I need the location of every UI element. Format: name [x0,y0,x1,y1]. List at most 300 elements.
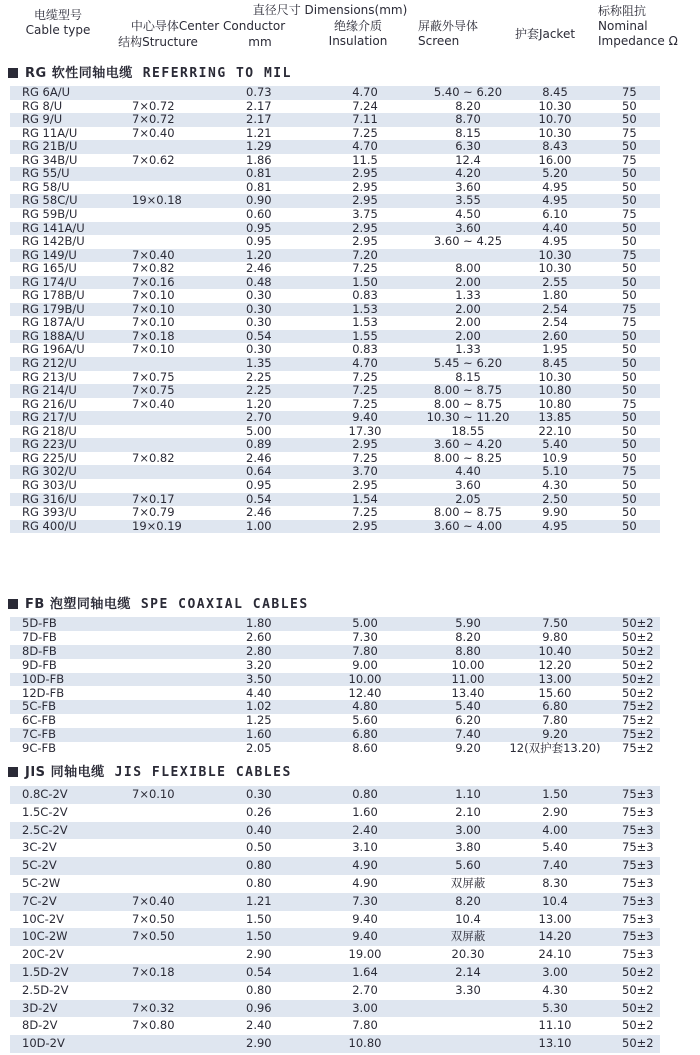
cell-insulation: 10.80 [348,1036,382,1051]
table-row [10,982,660,1000]
cell-impedance: 50 [622,220,637,235]
cell-impedance: 75±3 [622,876,654,890]
cell-conductor-mm: 1.20 [246,247,272,262]
cell-conductor-mm: 0.81 [246,179,272,194]
cell-structure: 7×0.80 [132,1018,175,1033]
table-row [10,289,660,303]
table-row [10,964,660,982]
cell-screen: 1.33 [455,288,481,303]
cell-insulation: 2.70 [352,982,378,997]
cell-impedance: 50±2 [622,643,654,658]
cell-conductor-mm: 2.46 [246,450,272,465]
table-row [10,140,660,154]
table-row [10,645,660,659]
cell-cable-type: RG 179B/U [22,301,85,316]
table-row [10,316,660,330]
cell-screen: 8.00 ~ 8.75 [433,505,503,520]
cell-insulation: 3.00 [352,1000,378,1015]
cell-impedance: 75 [622,315,637,330]
table-row [10,249,660,263]
cell-jacket: 1.95 [542,342,568,357]
cell-impedance: 75±3 [622,858,654,873]
cell-conductor-mm: 0.90 [246,193,272,208]
cell-conductor-mm: 0.64 [246,464,272,479]
cell-conductor-mm: 0.80 [246,858,272,873]
cell-jacket: 2.90 [542,804,568,819]
cell-jacket: 16.00 [538,152,572,167]
table-row [10,911,660,929]
cell-impedance: 50±2 [622,1018,654,1033]
cell-insulation: 7.25 [352,505,378,520]
table-row [10,617,660,631]
cell-structure: 7×0.40 [132,396,175,411]
cell-impedance: 50 [622,166,637,181]
cell-jacket: 10.30 [538,125,572,140]
cell-cable-type: RG 34B/U [22,152,78,167]
cell-impedance: 50 [622,356,637,370]
cell-insulation: 9.00 [352,657,378,672]
cell-cable-type: 8D-FB [22,643,57,658]
cell-structure: 7×0.10 [132,301,175,316]
table-row [10,728,660,742]
cell-screen: 10.00 [451,657,485,672]
cell-screen: 11.00 [451,671,485,686]
cell-screen: 2.10 [455,804,481,819]
cell-screen: 4.40 [455,464,481,479]
cell-jacket: 24.10 [538,947,572,962]
cell-insulation: 9.40 [352,911,378,926]
cell-insulation: 2.95 [352,166,378,181]
cell-conductor-mm: 1.00 [246,518,272,533]
table-row [10,479,660,493]
table-row [10,154,660,168]
cell-screen: 3.55 [455,193,481,208]
cell-conductor-mm: 1.50 [246,911,272,926]
cell-impedance: 75±3 [622,947,654,962]
cell-impedance: 50 [622,437,637,452]
cell-screen: 10.4 [455,911,481,926]
table-row [10,465,660,479]
cell-insulation: 3.75 [352,206,378,221]
cell-conductor-mm: 1.50 [246,929,272,944]
cell-cable-type: RG 212/U [22,356,77,370]
cell-jacket: 10.9 [542,450,568,465]
cell-insulation: 7.24 [352,98,378,113]
cell-cable-type: 5C-FB [22,699,57,714]
cell-structure: 7×0.50 [132,929,175,944]
cell-insulation: 8.60 [352,741,378,756]
cell-jacket: 22.10 [538,423,572,438]
cell-cable-type: RG 58C/U [22,193,78,208]
cell-cable-type: 0.8C-2V [22,787,68,801]
cell-impedance: 50 [622,234,637,249]
cell-jacket: 1.50 [542,787,568,801]
cell-insulation: 1.53 [352,315,378,330]
table-row [10,1035,660,1053]
cell-cable-type: RG 218/U [22,423,77,438]
cell-structure: 7×0.40 [132,125,175,140]
cell-impedance: 50±2 [622,629,654,644]
section-title-fb [8,595,309,615]
cell-insulation: 3.70 [352,464,378,479]
cell-insulation: 2.95 [352,234,378,249]
cell-screen: 9.20 [455,741,481,756]
cell-impedance: 75±3 [622,840,654,855]
cell-insulation: 0.80 [352,787,378,801]
cell-screen: 3.30 [455,982,481,997]
cell-conductor-mm: 0.81 [246,166,272,181]
cell-screen: 2.00 [455,315,481,330]
cell-impedance: 50 [622,288,637,303]
header-cable-type-cn: 电缆型号 [33,8,82,22]
cell-jacket: 5.40 [542,437,568,452]
cell-cable-type: RG 178B/U [22,288,85,303]
cell-cable-type: RG 6A/U [22,85,71,99]
cell-conductor-mm: 2.17 [246,98,272,113]
cell-conductor-mm: 4.40 [246,685,272,700]
cell-cable-type: RG 216/U [22,396,77,411]
cell-jacket: 8.45 [542,85,568,99]
table-row [10,343,660,357]
cell-impedance: 50 [622,139,637,154]
table-row [10,425,660,439]
section-title-en: JIS FLEXIBLE CABLES [114,765,292,780]
cell-cable-type: RG 316/U [22,491,77,506]
cell-screen: 5.90 [455,616,481,630]
cell-screen: 13.40 [451,685,485,700]
header-insulation [318,19,398,49]
cell-structure: 7×0.40 [132,893,175,908]
cell-impedance: 50 [622,179,637,194]
cell-jacket: 6.80 [542,699,568,714]
cell-conductor-mm: 1.60 [246,727,272,742]
cell-screen: 2.00 [455,274,481,289]
section-title-en: SPE COAXIAL CABLES [140,597,309,612]
cell-impedance: 75±3 [622,822,654,837]
cell-insulation: 2.95 [352,179,378,194]
cell-cable-type: RG 142B/U [22,234,85,249]
cell-cable-type: 7C-FB [22,727,57,742]
cell-insulation: 9.40 [352,410,378,425]
header-cable-type-en: Cable type [25,23,91,37]
cell-cable-type: RG 21B/U [22,139,78,154]
cell-insulation: 0.83 [352,288,378,303]
cell-jacket: 4.95 [542,518,568,533]
cell-conductor-mm: 0.80 [246,876,272,890]
table-row [10,673,660,687]
cell-conductor-mm: 0.26 [246,804,272,819]
cell-impedance: 50 [622,328,637,343]
cell-structure: 7×0.79 [132,505,175,520]
cell-jacket: 5.20 [542,166,568,181]
table-row [10,839,660,857]
cell-impedance: 50 [622,450,637,465]
table-row [10,700,660,714]
cell-conductor-mm: 0.80 [246,982,272,997]
cell-jacket: 4.40 [542,220,568,235]
table-row [10,687,660,701]
cell-insulation: 4.70 [352,139,378,154]
cell-structure: 7×0.18 [132,965,175,979]
cell-jacket: 8.30 [542,876,568,890]
table-row [10,452,660,466]
cell-cable-type: RG 393/U [22,505,77,520]
table-row [10,631,660,645]
cell-conductor-mm: 0.89 [246,437,272,452]
cell-insulation: 7.25 [352,383,378,398]
cell-conductor-mm: 0.73 [246,85,272,99]
cell-jacket: 6.10 [542,206,568,221]
cell-cable-type: 7D-FB [22,629,57,644]
header-impedance-en2: Impedance Ω [598,34,678,48]
cell-insulation: 7.20 [352,247,378,262]
cell-screen: 8.20 [455,893,481,908]
cell-impedance: 75 [622,85,637,99]
cell-conductor-mm: 1.35 [246,356,272,370]
table-row [10,398,660,412]
cell-cable-type: RG 225/U [22,450,77,465]
section-bullet [8,68,18,78]
cell-jacket: 10.4 [542,893,568,908]
cell-screen: 3.60 ~ 4.25 [433,234,503,249]
cell-insulation: 7.25 [352,396,378,411]
cell-conductor-mm: 0.30 [246,288,272,303]
table-row [10,946,660,964]
table-header [0,0,700,60]
cell-structure: 7×0.17 [132,491,175,506]
cell-impedance: 75 [622,152,637,167]
cell-conductor-mm: 1.20 [246,396,272,411]
cell-conductor-mm: 0.30 [246,787,272,801]
cell-screen: 3.60 [455,220,481,235]
cell-insulation: 4.90 [352,858,378,873]
table-row [10,276,660,290]
table-row [10,100,660,114]
cell-conductor-mm: 1.21 [246,125,272,140]
cell-jacket: 2.55 [542,274,568,289]
cell-conductor-mm: 1.02 [246,699,272,714]
table-row [10,181,660,195]
table-row [10,493,660,507]
cell-structure: 7×0.32 [132,1000,175,1015]
cell-impedance: 75±3 [622,911,654,926]
table-row [10,1000,660,1018]
cell-screen: 5.40 ~ 6.20 [433,85,503,99]
cell-conductor-mm: 2.70 [246,410,272,425]
section-title-en: REFERRING TO MIL [142,66,292,81]
cell-insulation: 3.10 [352,840,378,855]
cell-jacket: 2.60 [542,328,568,343]
table-row [10,893,660,911]
cell-structure: 7×0.75 [132,369,175,384]
cell-insulation: 7.25 [352,450,378,465]
cell-insulation: 2.95 [352,193,378,208]
cell-insulation: 1.60 [352,804,378,819]
cell-structure: 7×0.18 [132,328,175,343]
header-jacket: 护套Jacket [514,27,576,41]
cell-impedance: 50 [622,477,637,492]
cell-insulation: 11.5 [352,152,378,167]
cell-jacket: 8.45 [542,356,568,370]
cell-cable-type: 10D-2V [22,1036,65,1051]
header-impedance-cn: 标称阻抗 [598,4,647,18]
table-row [10,928,660,946]
cell-impedance: 50±2 [622,1036,654,1051]
cell-structure: 7×0.10 [132,342,175,357]
cell-jacket: 8.43 [542,139,568,154]
cell-conductor-mm: 0.60 [246,206,272,221]
cell-screen: 20.30 [451,947,485,962]
cell-jacket: 10.30 [538,261,572,276]
cell-cable-type: RG 149/U [22,247,77,262]
header-impedance-en1: Nominal [598,19,648,33]
cell-structure: 7×0.16 [132,274,175,289]
cell-jacket: 1.80 [542,288,568,303]
header-center-conductor: 中心导体Center Conductor [130,19,286,33]
cell-structure: 7×0.40 [132,247,175,262]
cell-jacket: 12.20 [538,657,572,672]
cell-insulation: 7.30 [352,629,378,644]
cell-cable-type: 10C-2W [22,929,68,944]
cell-insulation: 1.64 [352,965,378,979]
cell-impedance: 50 [622,342,637,357]
section-title-cn: JIS 同轴电缆 [25,765,105,780]
cell-jacket: 4.95 [542,193,568,208]
cell-jacket: 7.80 [542,713,568,728]
table-row [10,235,660,249]
table-row [10,371,660,385]
table-row [10,659,660,673]
table-row [10,208,660,222]
cell-jacket: 11.10 [538,1018,572,1033]
cell-impedance: 75 [622,464,637,479]
cell-insulation: 2.40 [352,822,378,837]
cell-structure: 7×0.50 [132,911,175,926]
cell-impedance: 75 [622,247,637,262]
cell-jacket: 5.40 [542,840,568,855]
table-row [10,438,660,452]
cell-jacket: 4.00 [542,822,568,837]
cell-insulation: 7.30 [352,893,378,908]
cell-cable-type: 2.5C-2V [22,822,68,837]
cell-impedance: 50±2 [622,671,654,686]
cell-cable-type: RG 400/U [22,518,77,533]
cell-insulation: 5.60 [352,713,378,728]
cell-conductor-mm: 2.46 [246,505,272,520]
cell-conductor-mm: 3.20 [246,657,272,672]
cell-cable-type: RG 55/U [22,166,70,181]
cell-jacket: 13.85 [538,410,572,425]
cell-screen: 6.30 [455,139,481,154]
cell-conductor-mm: 1.86 [246,152,272,167]
cell-insulation: 6.80 [352,727,378,742]
section-bullet [8,599,18,609]
cell-impedance: 50±2 [622,965,654,979]
cell-conductor-mm: 0.48 [246,274,272,289]
cell-impedance: 75 [622,125,637,140]
cell-screen: 5.40 [455,699,481,714]
header-cable-type [18,8,98,38]
cell-jacket: 10.70 [538,112,572,127]
cell-cable-type: RG 213/U [22,369,77,384]
cell-impedance: 50 [622,410,637,425]
cell-cable-type: 20C-2V [22,947,64,962]
cell-jacket: 2.54 [542,301,568,316]
header-mm: mm [248,35,272,49]
cell-cable-type: 1.5C-2V [22,804,68,819]
cell-screen: 8.20 [455,98,481,113]
cell-impedance: 75±2 [622,713,654,728]
cell-conductor-mm: 2.25 [246,369,272,384]
cell-jacket: 13.00 [538,671,572,686]
cell-conductor-mm: 1.25 [246,713,272,728]
cell-insulation: 1.54 [352,491,378,506]
cell-structure: 7×0.82 [132,261,175,276]
cell-insulation: 1.50 [352,274,378,289]
section-title-cn: RG 软性同轴电缆 [25,66,133,81]
cell-screen: 8.00 ~ 8.75 [433,383,503,398]
cell-conductor-mm: 1.29 [246,139,272,154]
cell-cable-type: 2.5D-2V [22,982,69,997]
cell-conductor-mm: 2.46 [246,261,272,276]
cell-cable-type: RG 58/U [22,179,70,194]
cell-insulation: 7.25 [352,369,378,384]
header-structure: 结构Structure [118,35,198,49]
cell-screen: 4.50 [455,206,481,221]
cell-insulation: 2.95 [352,477,378,492]
cell-cable-type: RG 214/U [22,383,77,398]
cell-impedance: 75 [622,206,637,221]
cell-cable-type: 9D-FB [22,657,57,672]
table-row [10,384,660,398]
cell-impedance: 50±2 [622,1000,654,1015]
table-row [10,86,660,100]
table-row [10,857,660,875]
cell-screen: 8.00 [455,261,481,276]
cell-jacket: 2.50 [542,491,568,506]
cell-screen: 双屏蔽 [450,876,486,890]
cell-insulation: 10.00 [348,671,382,686]
cell-insulation: 2.95 [352,437,378,452]
cell-conductor-mm: 0.40 [246,822,272,837]
cell-conductor-mm: 0.30 [246,315,272,330]
cell-screen: 8.15 [455,369,481,384]
cell-impedance: 50±2 [622,657,654,672]
section-bullet [8,767,18,777]
cell-insulation: 4.70 [352,356,378,370]
cell-screen: 3.80 [455,840,481,855]
header-impedance [598,4,698,49]
cell-screen: 8.70 [455,112,481,127]
cell-insulation: 4.90 [352,876,378,890]
cell-jacket: 7.40 [542,858,568,873]
header-insulation-cn: 绝缘介质 [333,19,382,33]
cell-insulation: 2.95 [352,518,378,533]
cell-jacket: 4.95 [542,179,568,194]
cell-impedance: 50 [622,98,637,113]
cell-conductor-mm: 2.17 [246,112,272,127]
cell-insulation: 12.40 [348,685,382,700]
cell-jacket: 10.30 [538,98,572,113]
cell-jacket: 10.30 [538,247,572,262]
cell-cable-type: RG 187A/U [22,315,85,330]
cell-jacket: 5.30 [542,1000,568,1015]
table-row [10,822,660,840]
cell-screen: 1.10 [455,787,481,801]
cell-impedance: 75±3 [622,787,654,801]
cell-screen: 8.80 [455,643,481,658]
cell-cable-type: RG 303/U [22,477,77,492]
